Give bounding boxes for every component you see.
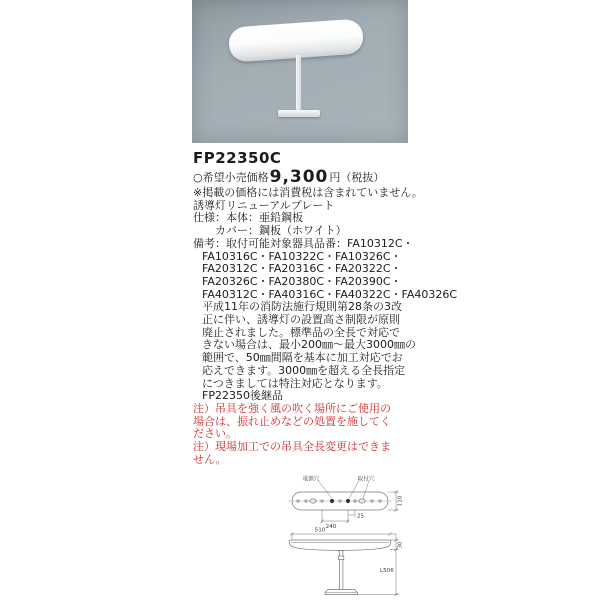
- dim-510-label: 510: [314, 527, 326, 534]
- hanger-pole: [296, 55, 301, 113]
- side-view-plate: [289, 540, 391, 550]
- product-model: FP22350C: [193, 149, 282, 167]
- description-line: 範囲で、50㎜間隔を基本に加工対応でお: [202, 351, 403, 365]
- description-line: 注）吊具を強く風の吹く場所にご使用の: [193, 401, 391, 415]
- power-hole-label: 電源穴: [302, 476, 320, 483]
- hanger-base-plate: [278, 110, 320, 117]
- description-line: 誘導灯リニューアルプレート: [193, 198, 335, 212]
- dim-l506-label: L506: [380, 568, 394, 574]
- description-line: FA20312C・FA20316C・FA20322C・: [202, 262, 402, 276]
- description-line: につきましては特注対応となります。: [202, 376, 388, 390]
- description-line: 仕様：本体：亜鉛鋼板: [193, 211, 303, 225]
- dim-110-label: 110: [397, 495, 404, 507]
- dim-30-label: 30: [397, 541, 404, 549]
- description-line: きない場合は、最小200㎜～最大3000㎜の: [202, 338, 416, 352]
- dim-25-label: 25: [357, 513, 365, 520]
- description-line: カバー：鋼板（ホワイト）: [215, 224, 347, 238]
- side-view-joint: [339, 556, 344, 559]
- description-line: 場合は、振れ止めなどの処置を施してく: [193, 414, 391, 428]
- side-view-base: [325, 590, 357, 595]
- price-value: 9,300: [269, 167, 329, 187]
- description-line: 注）現場加工での吊具全長変更はできま: [193, 440, 391, 454]
- description-line: ※掲載の価格には消費税は含まれていません。: [193, 186, 423, 199]
- price-unit: 円（税抜）: [329, 171, 385, 184]
- price-label: ○希望小売価格: [193, 171, 269, 184]
- dimension-drawing: [275, 470, 410, 600]
- product-info: [193, 149, 458, 466]
- description-line: FA20326C・FA20380C・FA20390C・: [202, 274, 402, 288]
- description-lines: [193, 186, 458, 466]
- mount-hole-label: 取付穴: [357, 476, 375, 483]
- description-line: ださい。: [193, 427, 237, 441]
- description-line: FA10316C・FA10322C・FA10326C・: [202, 249, 402, 263]
- product-photo: [192, 0, 408, 143]
- description-line: 廃止されました。標準品の全長で対応で: [202, 325, 400, 339]
- power-hole: [330, 499, 334, 503]
- description-line: 正に伴い、誘導灯の設置高さ制限が原則: [202, 313, 400, 327]
- mount-hole: [346, 499, 350, 503]
- description-line: 平成11年の消防法施行規則第28条の3改: [202, 300, 402, 314]
- description-line: せん。: [193, 452, 227, 466]
- price-line: [193, 169, 425, 185]
- description-line: FP22350後継品: [202, 389, 283, 403]
- dim-240-label: 240: [325, 524, 337, 530]
- description-line: 備考：取付可能対象器具品番：FA10312C・: [193, 236, 414, 250]
- description-line: FA40312C・FA40316C・FA40322C・FA40326C: [202, 287, 458, 301]
- description-line: 応えできます。3000㎜を超える全長指定: [202, 363, 406, 377]
